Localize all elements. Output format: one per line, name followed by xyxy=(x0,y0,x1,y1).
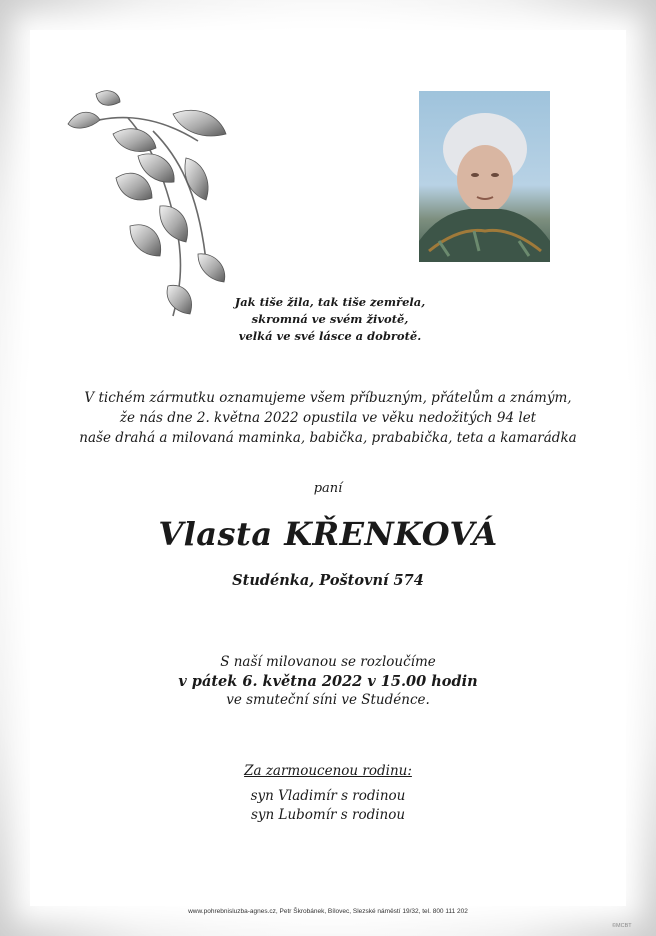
motto-line: skromná ve svém životě, xyxy=(251,312,409,326)
motto xyxy=(200,294,460,345)
announcement-line: V tichém zármutku oznamujeme všem příbuzným, přátelům a známým, xyxy=(84,390,572,406)
salutation: paní xyxy=(313,481,343,496)
farewell-line: S naší milovanou se rozloučíme xyxy=(220,654,436,670)
family-list xyxy=(0,787,656,825)
announcement-line: naše drahá a milovaná maminka, babička, prababička, teta a kamarádka xyxy=(79,430,577,446)
farewell-info xyxy=(0,653,656,710)
deceased-address: Studénka, Poštovní 574 xyxy=(232,572,424,589)
watermark: ©MCBT xyxy=(612,923,632,929)
farewell-place: ve smuteční síni ve Studénce. xyxy=(226,692,430,708)
announcement-line: že nás dne 2. května 2022 opustila ve věku nedožitých 94 let xyxy=(119,410,537,426)
announcement xyxy=(0,388,656,448)
motto-line: Jak tiše žila, tak tiše zemřela, xyxy=(234,295,426,309)
farewell-date: v pátek 6. května 2022 v 15.00 hodin xyxy=(178,673,478,690)
family-member: syn Vladimír s rodinou xyxy=(250,788,406,804)
family-member: syn Lubomír s rodinou xyxy=(250,807,406,823)
deceased-name: Vlasta KŘENKOVÁ xyxy=(158,515,498,553)
funeral-service-footer: www.pohrebnisluzba-agnes.cz, Petr Škrobánek, Bílovec, Slezské náměstí 19/32, tel. 800 111 202 xyxy=(188,908,468,915)
family-heading: Za zarmoucenou rodinu: xyxy=(244,763,412,779)
motto-line: velká ve své lásce a dobrotě. xyxy=(238,329,422,343)
portrait-photo xyxy=(419,91,550,262)
